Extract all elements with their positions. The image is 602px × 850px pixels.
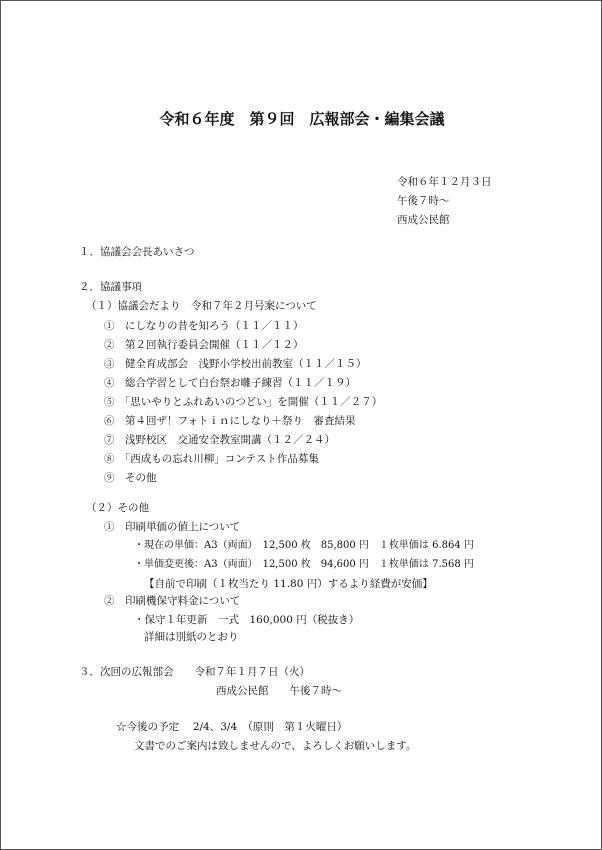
list-item: ⑥ 第４回ザ！フォトｉｎにしなり＋祭り 審査結果: [104, 415, 356, 427]
print-price-heading: ① 印刷単価の値上について: [104, 521, 241, 533]
list-item: ② 第２回執行委員会開催（１１／１２）: [104, 339, 304, 351]
list-item: ⑦ 浅野校区 交通安全教室開講（１２／２４）: [104, 434, 335, 446]
section-2-heading: ２．協議事項: [79, 281, 142, 293]
maintenance-item: ・保守１年更新 一式 160,000 円（税抜き）: [134, 614, 360, 626]
list-item: ⑨ その他: [104, 472, 157, 484]
section-1-heading: １．協議会会長あいさつ: [79, 246, 195, 258]
print-price-note: 【自前で印刷（１枚当たり 11.80 円）するより経費が安価】: [144, 578, 433, 590]
closing-notice: 文書でのご案内は致しませんので、よろしくお願いします。: [134, 740, 417, 752]
list-item: ⑧ 「西成もの忘れ川柳」コンテスト作品募集: [104, 453, 319, 465]
future-schedule: ☆今後の予定 2/4、3/4 （原則 第１火曜日）: [116, 721, 348, 733]
list-item: ④ 総合学習として白台祭お囃子練習（１１／１９）: [104, 377, 356, 389]
print-price-current: ・現在の単価：A3（両面） 12,500 枚 85,800 円 １枚単価は 6.864 円: [134, 540, 474, 551]
meeting-date: 令和６年１２月３日: [397, 176, 492, 188]
section-2-sub2: （２）その他: [86, 502, 149, 514]
print-price-new: ・単価変更後：A3（両面） 12,500 枚 94,600 円 １枚単価は 7.568 円: [134, 559, 474, 570]
section-3-detail: 西成公民館 午後７時～: [216, 685, 342, 697]
list-item: ① にしなりの昔を知ろう（１１／１１）: [104, 320, 304, 332]
section-3-heading: ３．次回の広報部会 令和７年１月７日（火）: [79, 666, 310, 678]
document-title: 令和６年度 第９回 広報部会・編集会議: [159, 110, 445, 128]
section-2-sub1: （１）協議会だより 令和７年２月号案について: [86, 300, 317, 312]
maintenance-heading: ② 印刷機保守料金について: [104, 595, 241, 607]
maintenance-detail: 詳細は別紙のとおり: [144, 631, 239, 643]
meeting-time: 午後７時～: [397, 195, 450, 207]
list-item: ③ 健全育成部会 浅野小学校出前教室（１１／１５）: [104, 358, 367, 370]
list-item: ⑤ 「思いやりとふれあいのつどい」を開催（１１／２７）: [104, 396, 383, 408]
meeting-place: 西成公民館: [397, 214, 450, 226]
